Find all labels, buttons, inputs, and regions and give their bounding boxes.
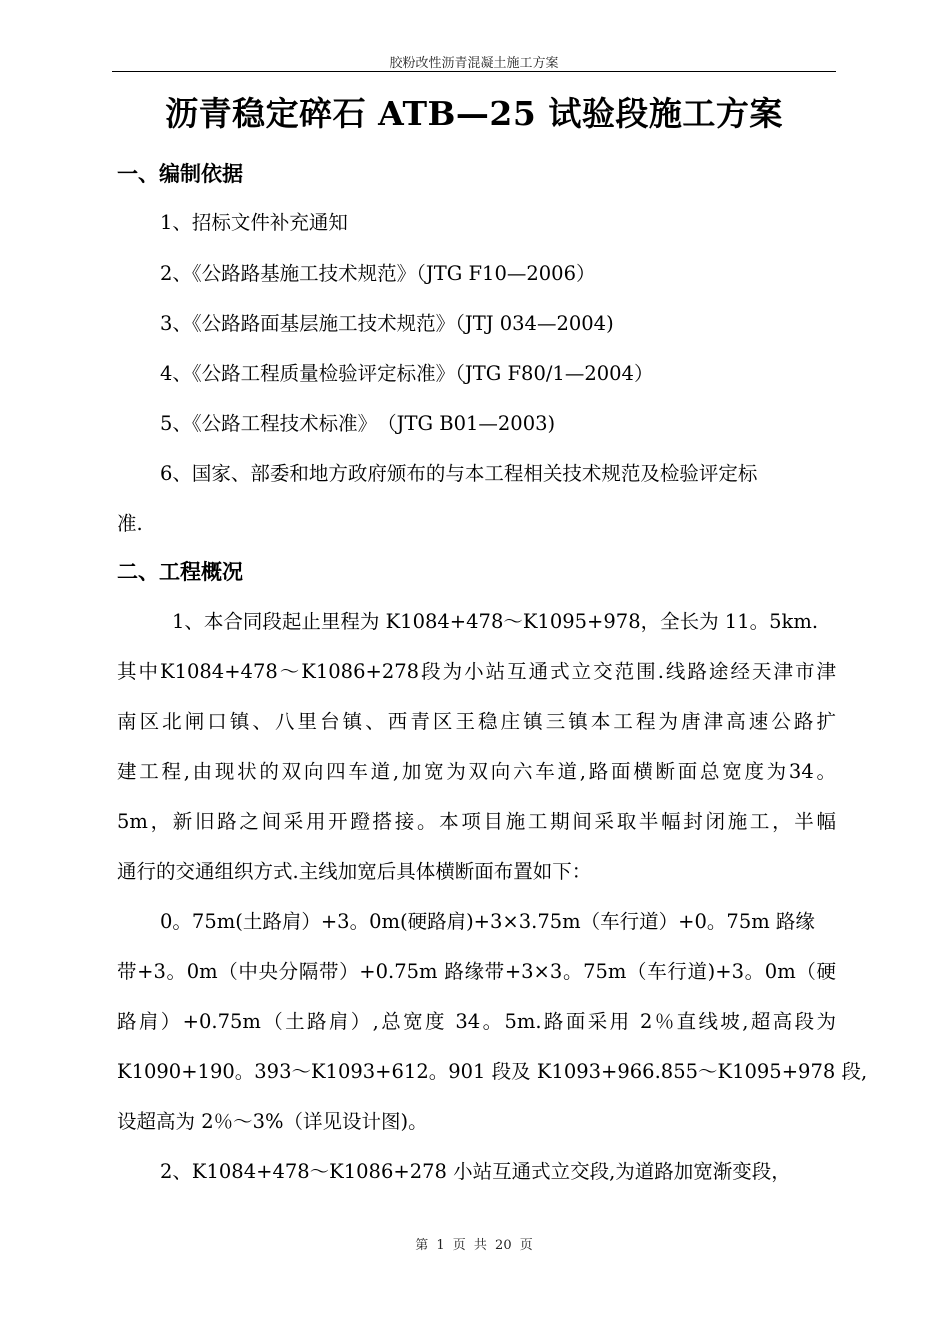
- interchange-line: 2、K1084+478～K1086+278 小站互通式立交段,为道路加宽渐变段，: [160, 1160, 791, 1183]
- cross-section-line: K1090+190。393～K1093+612。901 段及 K1093+966.855～K1095+978 段,: [117, 1060, 868, 1083]
- page-header: 胶粉改性沥青混凝土施工方案: [389, 56, 559, 71]
- basis-item-1: 1、招标文件补充通知: [160, 211, 348, 234]
- cross-section-line: 设超高为 2％～3%（详见设计图)。: [117, 1110, 428, 1133]
- basis-item-6-cont: 准.: [117, 512, 143, 535]
- overview-paragraph-line: 5m，新旧路之间采用开蹬搭接。本项目施工期间采取半幅封闭施工，半幅: [117, 810, 836, 833]
- section-heading-basis: 一、编制依据: [117, 162, 243, 186]
- document-title: 沥青稳定碎石 ATB—25 试验段施工方案: [165, 94, 783, 133]
- basis-item-3: 3、《公路路面基层施工技术规范》（JTJ 034—2004): [160, 312, 614, 335]
- overview-paragraph-line: 南区北闸口镇、八里台镇、西青区王稳庄镇三镇本工程为唐津高速公路扩: [117, 710, 836, 733]
- overview-paragraph-line: 其中K1084+478～K1086+278段为小站互通式立交范围.线路途经天津市津: [117, 660, 836, 683]
- basis-item-5: 5、《公路工程技术标准》 （JTG B01—2003): [160, 412, 556, 435]
- header-rule: [112, 71, 836, 72]
- overview-paragraph-line: 1、本合同段起止里程为 K1084+478～K1095+978，全长为 11。5km.: [172, 610, 819, 633]
- overview-paragraph-line: 建工程,由现状的双向四车道,加宽为双向六车道,路面横断面总宽度为34。: [117, 760, 836, 783]
- overview-paragraph-line: 通行的交通组织方式.主线加宽后具体横断面布置如下：: [117, 860, 592, 883]
- page-footer: 第 1 页 共 20 页: [415, 1238, 533, 1253]
- cross-section-line: 带+3。0m（中央分隔带）+0.75m 路缘带+3×3。75m（车行道)+3。0m（硬: [117, 960, 836, 983]
- basis-item-6: 6、国家、部委和地方政府颁布的与本工程相关技术规范及检验评定标: [160, 462, 758, 485]
- basis-item-2: 2、《公路路基施工技术规范》（JTG F10—2006）: [160, 262, 596, 285]
- cross-section-line: 路肩）+0.75m（土路肩）,总宽度 34。5m.路面采用 2％直线坡,超高段为: [117, 1010, 836, 1033]
- section-heading-overview: 二、工程概况: [117, 560, 243, 584]
- basis-item-4: 4、《公路工程质量检验评定标准》（JTG F80/1—2004）: [160, 362, 654, 385]
- cross-section-line: 0。75m(土路肩）+3。0m(硬路肩)+3×3.75m（车行道）+0。75m 路缘: [160, 910, 815, 933]
